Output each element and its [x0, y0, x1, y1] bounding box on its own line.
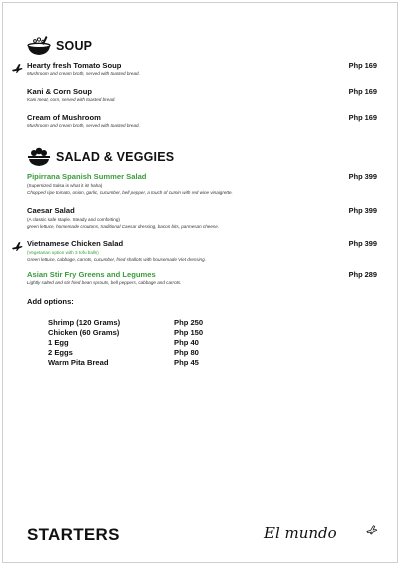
item-price: Php 399 [348, 206, 377, 215]
addon-name: Shrimp (120 Grams) [48, 318, 121, 328]
addon-price: Php 250 [174, 318, 204, 328]
item-name: Kani & Corn Soup [27, 87, 92, 96]
soup-title: SOUP [56, 39, 93, 53]
menu-item [27, 239, 377, 263]
page-title: STARTERS [27, 525, 120, 544]
item-description: Mushroom and cream broth, served with toasted bread. [27, 71, 140, 76]
item-name: Cream of Mushroom [27, 113, 101, 122]
item-name: Vietnamese Chicken Salad [27, 239, 124, 248]
brand-logo-text: El mundo [264, 524, 337, 542]
addon-name: Warm Pita Bread [48, 357, 109, 367]
addon-row [48, 318, 203, 328]
menu-item [27, 113, 377, 129]
item-price: Php 169 [348, 113, 377, 122]
item-price: Php 169 [348, 87, 377, 96]
salad-section-header [26, 146, 174, 168]
addon-price: Php 80 [174, 347, 199, 357]
addon-price: Php 45 [174, 357, 199, 367]
addon-row [48, 328, 203, 338]
airplane-icon [11, 62, 23, 74]
airplane-icon [366, 524, 377, 535]
salad-title: SALAD & VEGGIES [56, 150, 175, 164]
item-note: (Supersized Salsa is what it is! haha) [27, 182, 103, 188]
item-description: Lightly salted and stir fried bean sprouts, bell peppers, cabbage and carrots. [27, 280, 182, 285]
item-description: Kani meat, corn, served with toasted bread. [27, 97, 116, 102]
airplane-icon [11, 240, 23, 252]
menu-item [27, 61, 377, 77]
item-name: Asian Stir Fry Greens and Legumes [27, 270, 156, 279]
item-price: Php 399 [348, 172, 377, 181]
addon-row [48, 338, 203, 348]
salad-bowl-icon [26, 146, 52, 168]
item-price: Php 289 [348, 270, 377, 279]
addon-name: 1 Egg [48, 337, 69, 347]
item-description: Chopped ripe tomato, onion, garlic, cucumber, bell pepper, a touch of cumin with red wine vinaigrette. [27, 189, 233, 195]
addon-row [48, 347, 203, 357]
item-name: Pipirrana Spanish Summer Salad [27, 172, 147, 181]
menu-item [27, 87, 377, 103]
addon-row [48, 357, 203, 367]
item-name: Caesar Salad [27, 206, 75, 215]
addons-list [48, 318, 203, 367]
item-note: (Vegetarian option with 3 tofu balls) [27, 249, 99, 255]
item-price: Php 399 [348, 239, 377, 248]
item-description: Green lettuce, cabbage, carrots, cucumber, fried shallots with housemade Viet dressing. [27, 256, 206, 262]
item-description: Mushroom and cream broth, served with toasted bread. [27, 123, 140, 128]
soup-bowl-icon [26, 35, 52, 57]
soup-section-header [26, 35, 92, 57]
item-note: (A classic safe staple. Steady and comforting) [27, 216, 120, 222]
addon-name: 2 Eggs [48, 347, 73, 357]
item-price: Php 169 [348, 61, 377, 70]
menu-item [27, 270, 377, 286]
menu-item [27, 206, 377, 230]
addon-name: Chicken (60 Grams) [48, 328, 120, 338]
item-name: Hearty fresh Tomato Soup [27, 61, 122, 70]
item-description: green lettuce, homemade croutons, traditional Caesar dressing, bacon bits, parmesan cheese. [27, 223, 220, 229]
addon-price: Php 150 [174, 328, 204, 338]
addon-price: Php 40 [174, 337, 199, 347]
menu-item [27, 172, 377, 196]
addons-title: Add options: [27, 297, 74, 306]
